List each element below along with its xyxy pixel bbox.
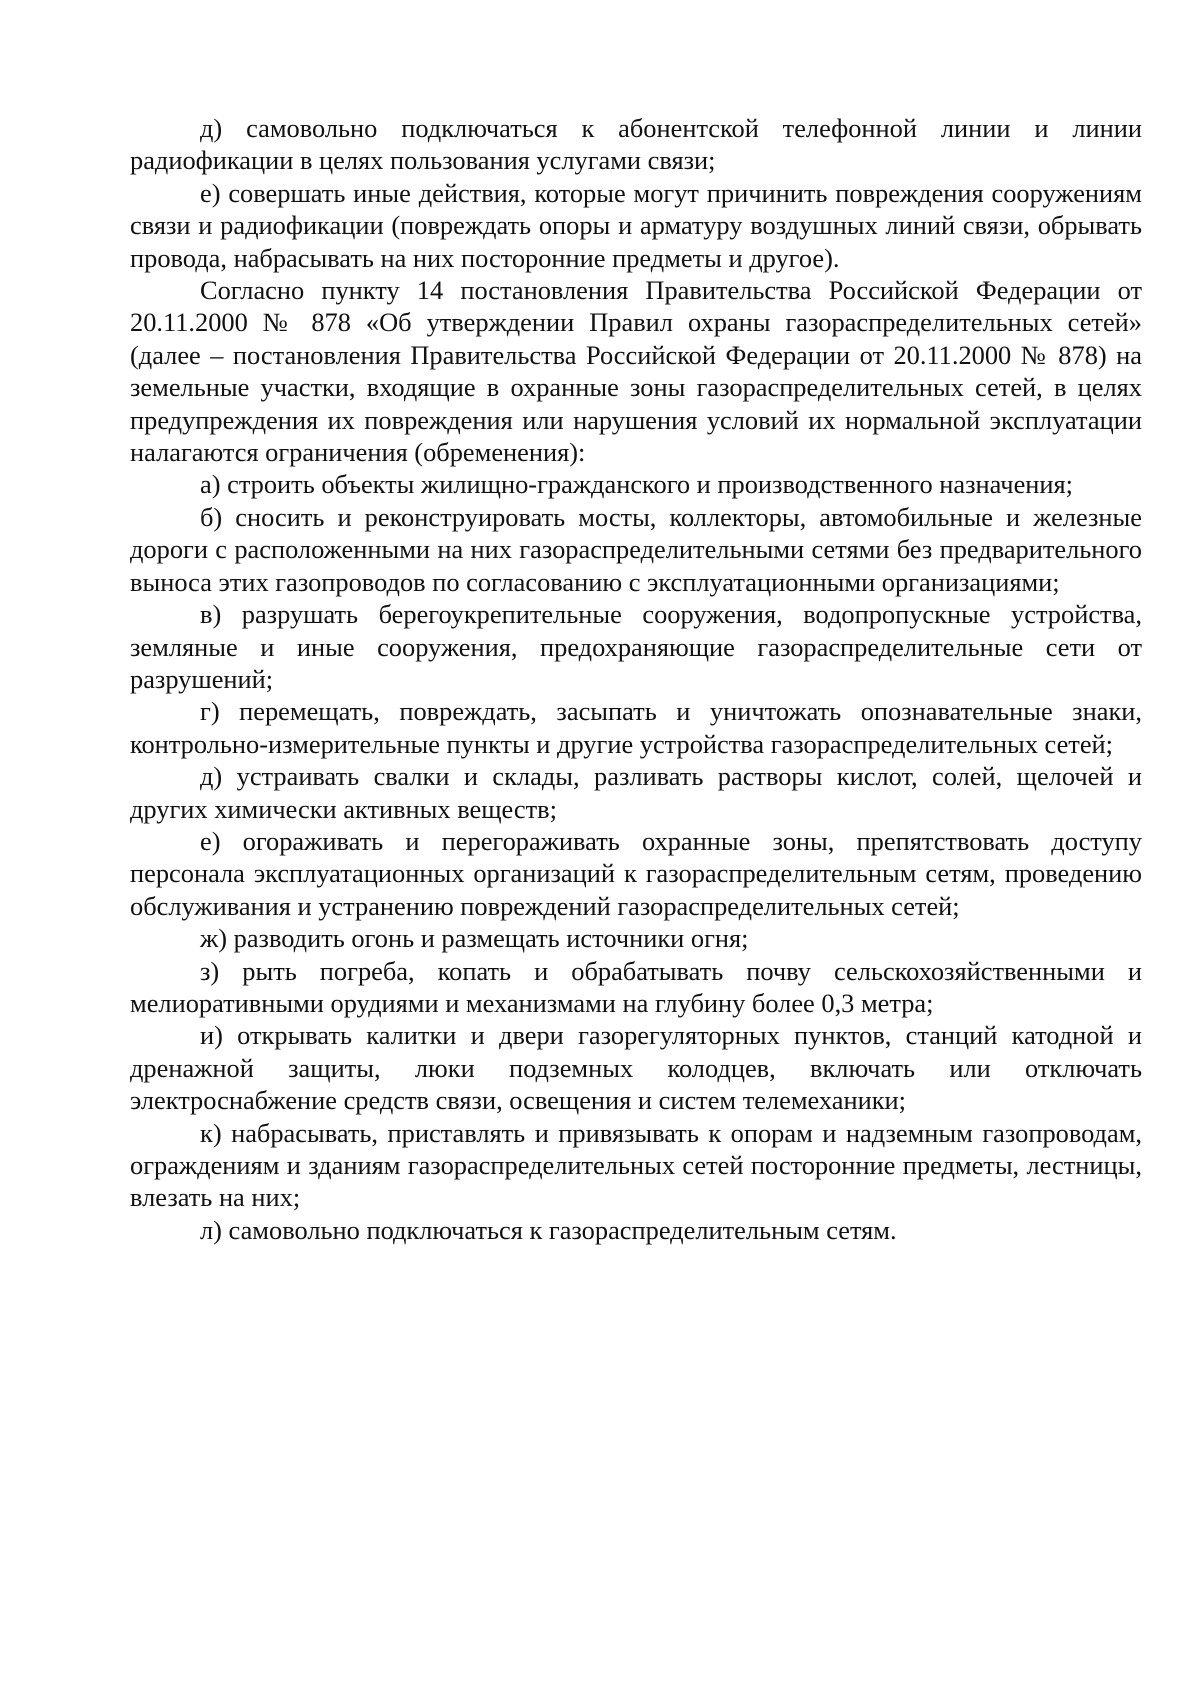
paragraph-e-other-actions: е) совершать иные действия, которые могут причинить повреждения сооружениям связи и радиофикации (повреждать опоры и арматуру воздушных линий связи, обрывать провода, набрасывать на них посторонние предметы и другое). bbox=[130, 177, 1142, 273]
paragraph-g-identification-marks: г) перемещать, повреждать, засыпать и уничтожать опознавательные знаки, контрольно-измерительные пункты и другие устройства газораспределительных сетей; bbox=[130, 696, 1142, 759]
paragraph-b-demolition: б) сносить и реконструировать мосты, коллекторы, автомобильные и железные дороги с расположенными на них газораспределительными сетями без предварительного выноса этих газопроводов по согласованию с эксплуатационными организациями; bbox=[130, 501, 1142, 597]
paragraph-a-construction: а) строить объекты жилищно-гражданского и производственного назначения; bbox=[200, 469, 1074, 500]
paragraph-k-attaching-objects: к) набрасывать, приставлять и привязывать к опорам и надземным газопроводам, ограждениям и зданиям газораспределительных сетей посторонние предметы, лестницы, влезать на них; bbox=[130, 1117, 1142, 1213]
paragraph-d-dumps: д) устраивать свалки и склады, разливать растворы кислот, солей, щелочей и других химически активных веществ; bbox=[130, 761, 1142, 824]
paragraph-gas-network-rules: Согласно пункту 14 постановления Правительства Российской Федерации от 20.11.2000 № 878 «Об утверждении Правил охраны газораспределительных сетей» (далее – постановления Правительства Российской Федерации от 20.11.2000 № 878) на земельные участки, входящие в охранные зоны газораспределительных сетей, в целях предупреждения их повреждения или нарушения условий их нормальной эксплуатации налагаются ограничения (обременения): bbox=[130, 275, 1142, 468]
paragraph-l-unauthorized-connection: л) самовольно подключаться к газораспределительным сетям. bbox=[200, 1214, 897, 1245]
paragraph-d-communication-lines: д) самовольно подключаться к абонентской телефонной линии и линии радиофикации в целях пользования услугами связи; bbox=[130, 113, 1142, 176]
paragraph-v-shore-structures: в) разрушать берегоукрепительные сооружения, водопропускные устройства, земляные и иные сооружения, предохраняющие газораспределительные сети от разрушений; bbox=[130, 599, 1142, 694]
paragraph-i-doors-hatches: и) открывать калитки и двери газорегуляторных пунктов, станций катодной и дренажной защиты, люки подземных колодцев, включать или отключать электроснабжение средств связи, освещения и систем телемеханики; bbox=[130, 1020, 1142, 1116]
paragraph-zh-fire: ж) разводить огонь и размещать источники огня; bbox=[200, 923, 749, 954]
document-body bbox=[130, 112, 1142, 1246]
paragraph-z-digging: з) рыть погреба, копать и обрабатывать почву сельскохозяйственными и мелиоративными орудиями и механизмами на глубину более 0,3 метра; bbox=[130, 955, 1142, 1018]
paragraph-e-fencing: е) огораживать и перегораживать охранные зоны, препятствовать доступу персонала эксплуатационных организаций к газораспределительным сетям, проведению обслуживания и устранению повреждений газораспределительных сетей; bbox=[130, 825, 1142, 921]
